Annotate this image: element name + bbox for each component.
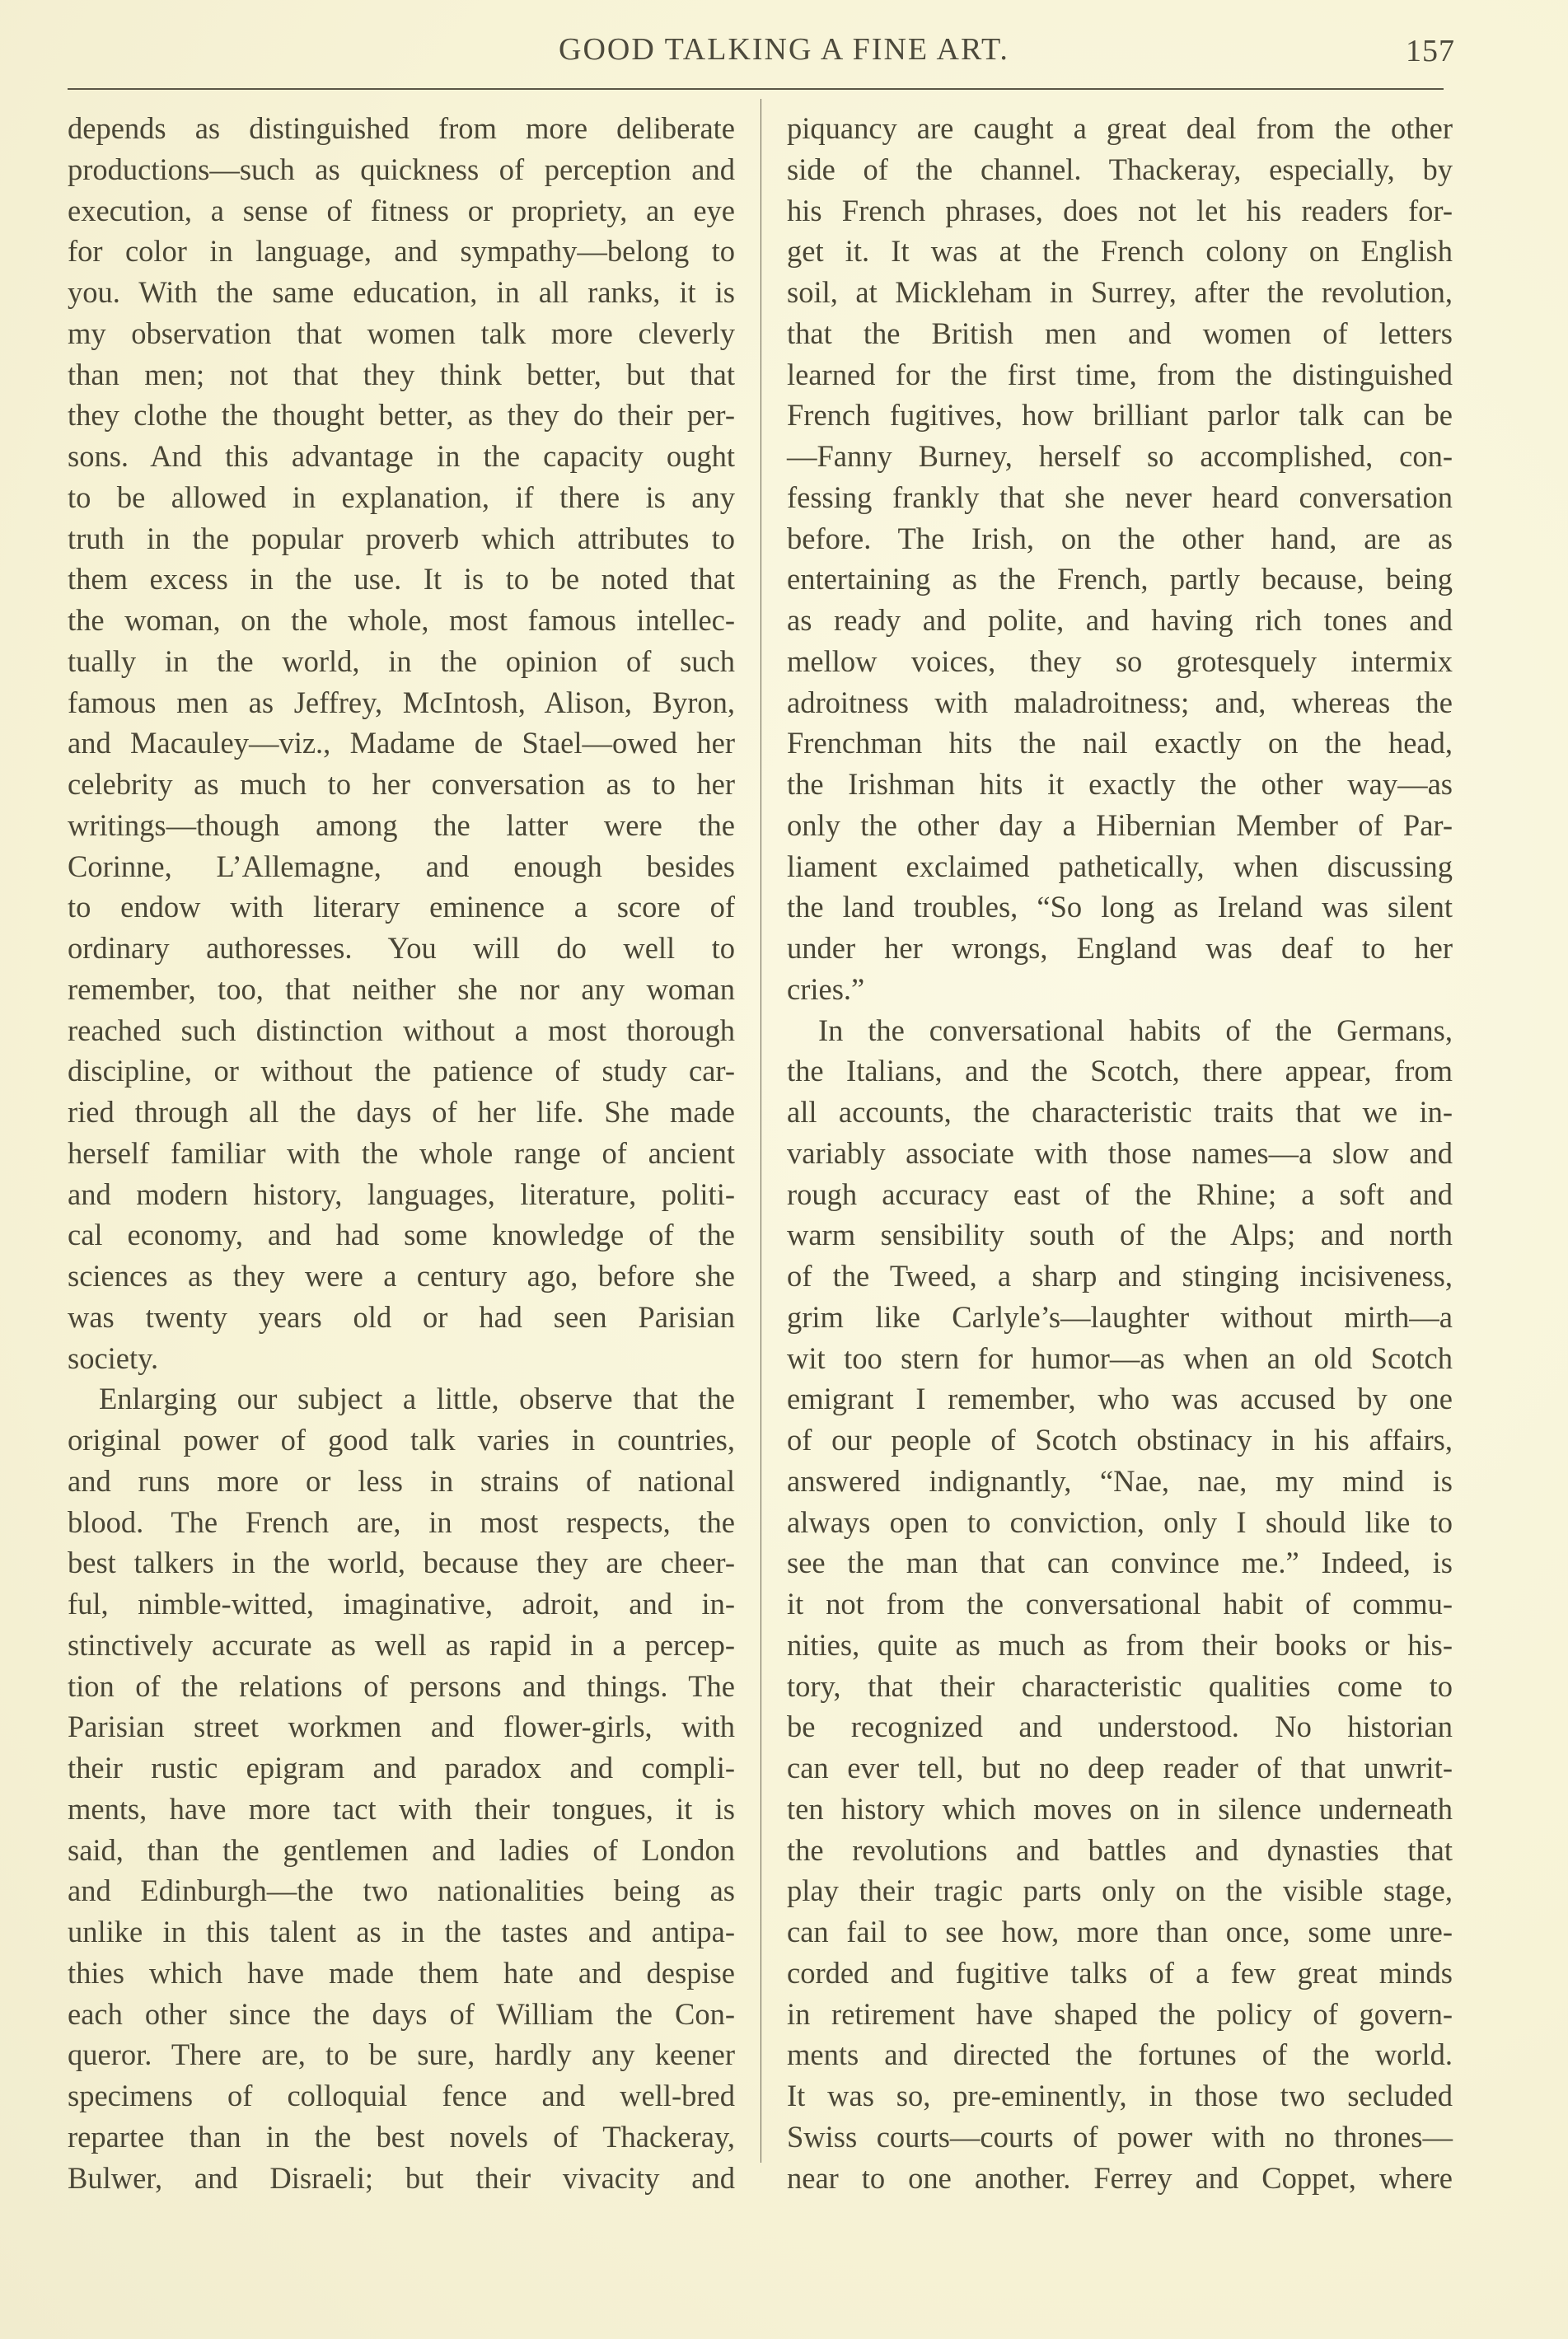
text-line: to be allowed in explanation, if there is any	[68, 479, 735, 514]
text-line: for color in language, and sympathy—belong to	[68, 234, 735, 269]
text-line: ried through all the days of her life. She made	[68, 1095, 735, 1129]
text-line: answered indignantly, “Nae, nae, my mind is	[787, 1463, 1453, 1498]
text-line: original power of good talk varies in countries,	[68, 1423, 735, 1457]
text-line: best talkers in the world, because they are cheer-	[68, 1546, 735, 1580]
page-number: 157	[1406, 34, 1455, 68]
text-line: fessing frankly that she never heard conversation	[787, 479, 1453, 514]
text-line: see the man that can convince me.” Indeed, is	[787, 1546, 1453, 1580]
text-line: discipline, or without the patience of study car-	[68, 1054, 735, 1088]
text-line: them excess in the use. It is to be noted that	[68, 562, 735, 596]
text-line: ments, have more tact with their tongues, it is	[68, 1791, 735, 1826]
text-line: soil, at Mickleham in Surrey, after the revolution,	[787, 275, 1453, 309]
text-line: ten history which moves on in silence underneath	[787, 1791, 1453, 1826]
text-line: get it. It was at the French colony on English	[787, 234, 1453, 269]
text-line: be recognized and understood. No historian	[787, 1710, 1453, 1744]
text-line: learned for the first time, from the distinguished	[787, 357, 1453, 391]
text-line: each other since the days of William the Con-	[68, 1996, 735, 2031]
text-line: tory, that their characteristic qualities come to	[787, 1668, 1453, 1703]
running-head: GOOD TALKING A FINE ART.	[559, 32, 1009, 67]
text-line: Frenchman hits the nail exactly on the head,	[787, 726, 1453, 760]
text-line: as ready and polite, and having rich tones and	[787, 603, 1453, 637]
text-line: warm sensibility south of the Alps; and north	[787, 1218, 1453, 1252]
text-line: can fail to see how, more than once, some unre-	[787, 1915, 1453, 1948]
text-line: society.	[68, 1340, 159, 1375]
text-line: than men; not that they think better, but that	[68, 357, 735, 391]
text-line: truth in the popular proverb which attributes to	[68, 521, 735, 555]
text-line: all accounts, the characteristic traits that we in-	[787, 1095, 1453, 1129]
text-line: play their tragic parts only on the visible stage,	[787, 1874, 1453, 1908]
text-line: near to one another. Ferrey and Coppet, where	[787, 2160, 1453, 2195]
text-line: sciences as they were a century ago, before she	[68, 1259, 735, 1293]
text-line: the land troubles, “So long as Ireland was silent	[787, 890, 1453, 924]
text-line: was twenty years old or had seen Parisian	[68, 1299, 735, 1334]
text-line: celebrity as much to her conversation as to her	[68, 767, 735, 801]
text-line: they clothe the thought better, as they do their per-	[68, 398, 735, 433]
text-line: can ever tell, but no deep reader of that unwrit-	[787, 1751, 1453, 1785]
text-line: Enlarging our subject a little, observe that the	[99, 1382, 735, 1416]
text-line: adroitness with maladroitness; and, whereas the	[787, 685, 1453, 719]
text-line: Parisian street workmen and flower-girls, with	[68, 1710, 735, 1744]
text-line: grim like Carlyle’s—laughter without mirth—a	[787, 1299, 1453, 1334]
text-line: that the British men and women of letters	[787, 316, 1453, 350]
text-line: depends as distinguished from more deliberate	[68, 111, 735, 145]
text-line: mellow voices, they so grotesquely intermix	[787, 643, 1453, 678]
text-line: their rustic epigram and paradox and compli-	[68, 1751, 735, 1785]
text-line: famous men as Jeffrey, McIntosh, Alison, Byron,	[68, 685, 735, 719]
text-line: ful, nimble-witted, imaginative, adroit, and in-	[68, 1587, 735, 1621]
text-line: reached such distinction without a most thorough	[68, 1013, 735, 1047]
text-line: corded and fugitive talks of a few great minds	[787, 1955, 1453, 1990]
text-line: cal economy, and had some knowledge of the	[68, 1218, 735, 1252]
text-line: execution, a sense of fitness or propriety, an eye	[68, 193, 735, 227]
text-line: his French phrases, does not let his readers for-	[787, 193, 1453, 227]
text-line: emigrant I remember, who was accused by one	[787, 1382, 1453, 1416]
text-line: variably associate with those names—a slow and	[787, 1135, 1453, 1170]
text-line: repartee than in the best novels of Thackeray,	[68, 2119, 735, 2154]
text-line: thies which have made them hate and despise	[68, 1955, 735, 1990]
text-line: and runs more or less in strains of national	[68, 1463, 735, 1498]
text-line: cries.”	[787, 971, 865, 1006]
text-line: only the other day a Hibernian Member of Par-	[787, 807, 1453, 842]
text-line: It was so, pre-eminently, in those two secluded	[787, 2079, 1453, 2112]
text-line: writings—though among the latter were the	[68, 807, 735, 842]
text-line: and Edinburgh—the two nationalities being as	[68, 1874, 735, 1908]
text-line: ordinary authoresses. You will do well to	[68, 931, 735, 965]
text-line: blood. The French are, in most respects, the	[68, 1504, 735, 1539]
text-line: under her wrongs, England was deaf to her	[787, 931, 1453, 965]
text-line: the woman, on the whole, most famous intellec-	[68, 603, 735, 637]
text-line: said, than the gentlemen and ladies of London	[68, 1832, 735, 1867]
text-line: ments and directed the fortunes of the world.	[787, 2037, 1453, 2072]
text-line: Bulwer, and Disraeli; but their vivacity and	[68, 2160, 735, 2195]
text-line: tually in the world, in the opinion of such	[68, 643, 735, 678]
text-line: In the conversational habits of the Germans,	[818, 1013, 1453, 1047]
text-line: before. The Irish, on the other hand, are as	[787, 521, 1453, 555]
text-line: entertaining as the French, partly because, being	[787, 562, 1453, 596]
text-line: rough accuracy east of the Rhine; a soft and	[787, 1177, 1453, 1211]
text-line: side of the channel. Thackeray, especially, by	[787, 152, 1453, 186]
text-line: queror. There are, to be sure, hardly any keener	[68, 2037, 735, 2072]
text-line: piquancy are caught a great deal from the other	[787, 111, 1453, 145]
text-line: and modern history, languages, literature, politi-	[68, 1177, 735, 1211]
text-line: it not from the conversational habit of commu-	[787, 1587, 1453, 1621]
left-column	[68, 108, 735, 2198]
text-line: Swiss courts—courts of power with no thrones—	[787, 2119, 1453, 2154]
right-column	[787, 108, 1453, 2198]
text-line: sons. And this advantage in the capacity ought	[68, 439, 735, 473]
text-line: unlike in this talent as in the tastes and antipa-	[68, 1915, 735, 1948]
text-line: remember, too, that neither she nor any woman	[68, 971, 735, 1006]
text-line: the Irishman hits it exactly the other way—as	[787, 767, 1453, 801]
text-line: of the Tweed, a sharp and stinging incisiveness,	[787, 1259, 1453, 1293]
text-line: specimens of colloquial fence and well-bred	[68, 2079, 735, 2112]
text-line: to endow with literary eminence a score of	[68, 890, 735, 924]
text-line: liament exclaimed pathetically, when discussing	[787, 849, 1453, 883]
text-line: you. With the same education, in all ranks, it is	[68, 275, 735, 309]
text-line: of our people of Scotch obstinacy in his affairs,	[787, 1423, 1453, 1457]
text-line: stinctively accurate as well as rapid in a percep-	[68, 1627, 735, 1662]
text-line: in retirement have shaped the policy of govern-	[787, 1996, 1453, 2031]
header-rule	[68, 88, 1444, 90]
text-line: productions—such as quickness of perception and	[68, 152, 735, 186]
text-line: tion of the relations of persons and things. The	[68, 1668, 735, 1703]
text-line: always open to conviction, only I should like to	[787, 1504, 1453, 1539]
text-line: my observation that women talk more cleverly	[68, 316, 735, 350]
text-line: herself familiar with the whole range of ancient	[68, 1135, 735, 1170]
text-line: Corinne, L’Allemagne, and enough besides	[68, 849, 735, 883]
text-line: French fugitives, how brilliant parlor talk can be	[787, 398, 1453, 433]
text-line: and Macauley—viz., Madame de Stael—owed her	[68, 726, 735, 760]
text-line: —Fanny Burney, herself so accomplished, con-	[787, 439, 1453, 473]
text-line: the Italians, and the Scotch, there appear, from	[787, 1054, 1453, 1088]
text-line: the revolutions and battles and dynasties that	[787, 1832, 1453, 1867]
text-line: wit too stern for humor—as when an old Scotch	[787, 1340, 1453, 1375]
text-line: nities, quite as much as from their books or his-	[787, 1627, 1453, 1662]
